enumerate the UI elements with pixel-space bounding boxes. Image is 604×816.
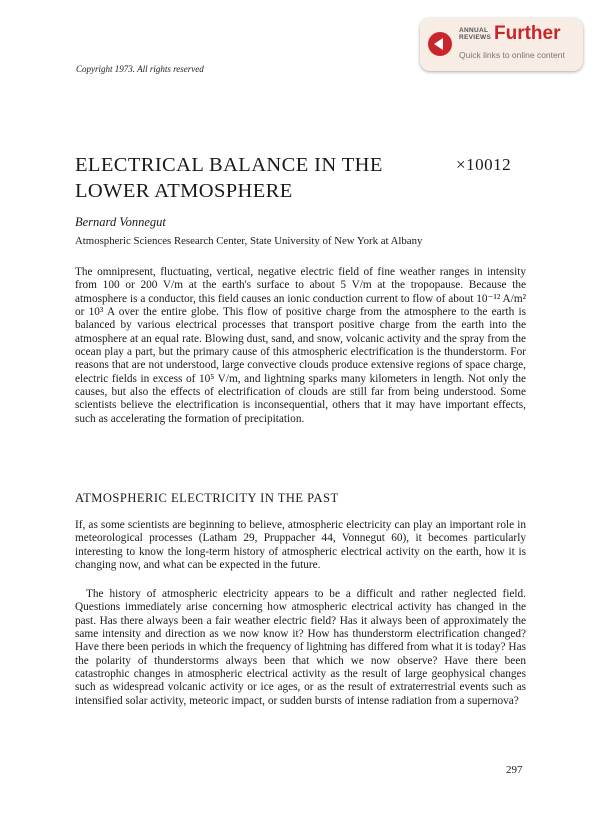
abstract-paragraph: The omnipresent, fluctuating, vertical, negative electric field of fine weather ranges in intensity from 100 or 200 V/m at the earth's surface to about 5 V/m at the tropopause. Because the atmosphere is a conductor, this field causes an ionic conduction current to flow of about 10⁻¹² A/m² or 10³ A over the entire globe. This flow of positive charge from the atmosphere to the earth is balanced by various electrical processes that transport positive charge from the earth into the atmosphere at an equal rate. Blowing dust, sand, and snow, volcanic activity and the spray from the ocean play a part, but the primary cause of this atmospheric electrification is the thunderstorm. For reasons that are not understood, large convective clouds produce extensive regions of space charge, electric fields in excess of 10⁵ V/m, and lightning sparks many kilometers in length. Not only the causes, but also the effects of electrification of clouds are still far from being understood. Some scientists believe the electrification is inconsequential, others that it may have important effects, such as accelerating the formation of precipitation.: [75, 266, 526, 425]
title-line-1: ELECTRICAL BALANCE IN THE: [75, 154, 383, 176]
back-arrow-icon: [428, 32, 452, 56]
badge-annual-reviews: [459, 27, 491, 41]
title-line-2: LOWER ATMOSPHERE: [75, 180, 293, 202]
badge-reviews-text: REVIEWS: [459, 34, 492, 41]
badge-further-text: Further: [494, 23, 561, 44]
article-title: [75, 152, 435, 204]
body-paragraph-2: The history of atmospheric electricity appears to be a difficult and rather neglected field. Questions immediately arise concerning how atmospheric electrical activity has changed in the past. Has there always been a fair weather electric field? Has it always been of approximately the same intensity and direction as we now know it? How has thunderstorm electrification changed? Have there been periods in which the frequency of lightning has differed from what it is today? Has the polarity of thunderstorms always been that which we now observe? Have there been catastrophic changes in atmospheric electrical activity as the result of large geophysical changes such as widespread volcanic activity or ice ages, or as the result of extraterrestrial events such as intensified solar activity, meteoric impact, or sudden bursts of intense radiation from a supernova?: [75, 588, 526, 707]
author-name: Bernard Vonnegut: [75, 215, 166, 229]
author-affiliation: Atmospheric Sciences Research Center, State University of New York at Albany: [75, 235, 423, 247]
section-heading: ATMOSPHERIC ELECTRICITY IN THE PAST: [75, 491, 339, 505]
copyright-notice: Copyright 1973. All rights reserved: [76, 64, 204, 74]
annual-reviews-further-badge[interactable]: [420, 18, 583, 71]
body-paragraph-1: If, as some scientists are beginning to believe, atmospheric electricity can play an important role in meteorological processes (Latham 29, Pruppacher 44, Vonnegut 60), it becomes particularly interesting to know the long-term history of atmospheric electrical activity on the earth, how it is changing now, and what can be expected in the future.: [75, 519, 526, 572]
article-code: ×10012: [456, 155, 512, 174]
badge-subtitle: Quick links to online content: [459, 50, 565, 60]
page-number: 297: [506, 764, 523, 776]
badge-annual-text: ANNUAL: [459, 27, 489, 34]
